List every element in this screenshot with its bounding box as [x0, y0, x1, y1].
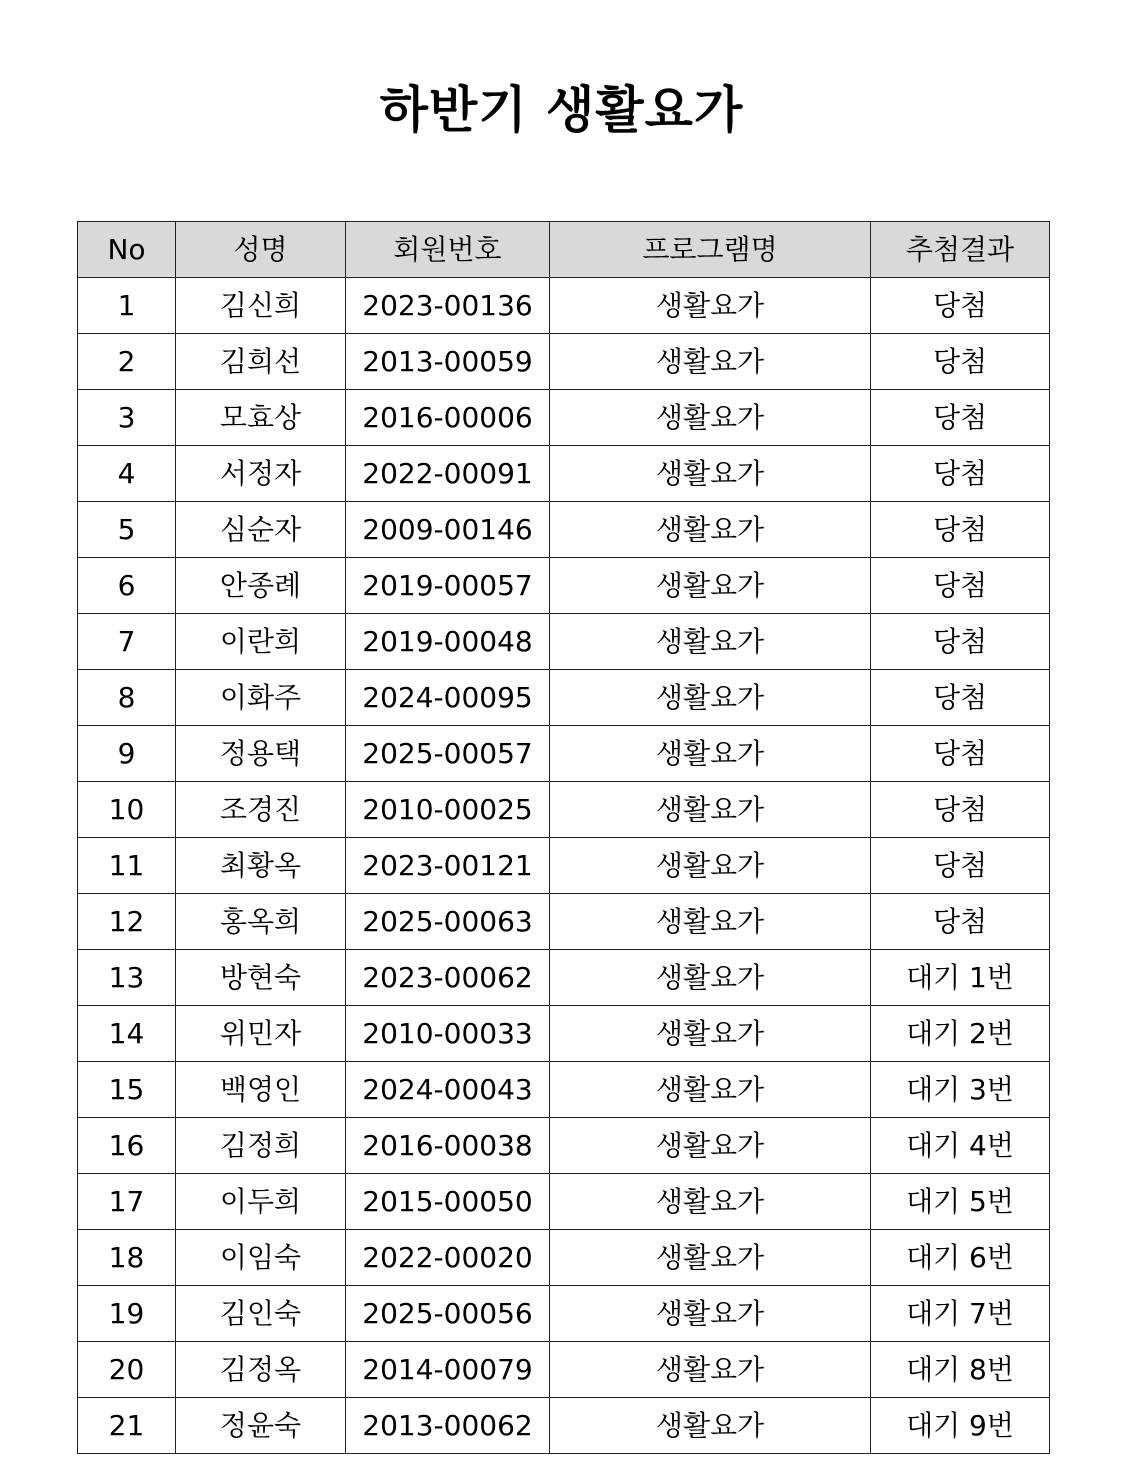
cell-program: 생활요가: [550, 1118, 871, 1174]
cell-member-id: 2023-00062: [346, 950, 550, 1006]
cell-no: 17: [78, 1174, 176, 1230]
cell-member-id: 2024-00095: [346, 670, 550, 726]
cell-member-id: 2009-00146: [346, 502, 550, 558]
cell-name: 김신희: [176, 278, 346, 334]
cell-program: 생활요가: [550, 334, 871, 390]
cell-result: 당첨: [871, 558, 1050, 614]
column-header-program: 프로그램명: [550, 222, 871, 278]
table-body: [78, 278, 1050, 1454]
table-row: [78, 1286, 1050, 1342]
cell-member-id: 2019-00057: [346, 558, 550, 614]
cell-result: 대기 7번: [871, 1286, 1050, 1342]
cell-program: 생활요가: [550, 1174, 871, 1230]
cell-member-id: 2019-00048: [346, 614, 550, 670]
cell-no: 2: [78, 334, 176, 390]
cell-program: 생활요가: [550, 558, 871, 614]
cell-result: 대기 5번: [871, 1174, 1050, 1230]
cell-member-id: 2024-00043: [346, 1062, 550, 1118]
cell-name: 방현숙: [176, 950, 346, 1006]
cell-no: 4: [78, 446, 176, 502]
cell-program: 생활요가: [550, 1342, 871, 1398]
column-header-result: 추첨결과: [871, 222, 1050, 278]
cell-program: 생활요가: [550, 502, 871, 558]
cell-name: 김희선: [176, 334, 346, 390]
column-header-no: No: [78, 222, 176, 278]
table-row: [78, 390, 1050, 446]
cell-no: 3: [78, 390, 176, 446]
cell-no: 9: [78, 726, 176, 782]
cell-program: 생활요가: [550, 614, 871, 670]
cell-member-id: 2025-00056: [346, 1286, 550, 1342]
cell-result: 대기 8번: [871, 1342, 1050, 1398]
cell-program: 생활요가: [550, 1006, 871, 1062]
cell-result: 당첨: [871, 838, 1050, 894]
table-row: [78, 1174, 1050, 1230]
cell-name: 조경진: [176, 782, 346, 838]
cell-member-id: 2016-00038: [346, 1118, 550, 1174]
cell-member-id: 2010-00033: [346, 1006, 550, 1062]
cell-name: 안종례: [176, 558, 346, 614]
cell-program: 생활요가: [550, 1230, 871, 1286]
cell-result: 대기 1번: [871, 950, 1050, 1006]
cell-name: 서정자: [176, 446, 346, 502]
cell-no: 1: [78, 278, 176, 334]
cell-no: 5: [78, 502, 176, 558]
table-header: [78, 222, 1050, 278]
column-header-member-id: 회원번호: [346, 222, 550, 278]
cell-name: 이란희: [176, 614, 346, 670]
cell-program: 생활요가: [550, 1286, 871, 1342]
cell-name: 최황옥: [176, 838, 346, 894]
cell-member-id: 2010-00025: [346, 782, 550, 838]
cell-program: 생활요가: [550, 1398, 871, 1454]
cell-member-id: 2013-00062: [346, 1398, 550, 1454]
cell-member-id: 2023-00136: [346, 278, 550, 334]
cell-name: 이두희: [176, 1174, 346, 1230]
table-row: [78, 1230, 1050, 1286]
cell-program: 생활요가: [550, 726, 871, 782]
cell-member-id: 2016-00006: [346, 390, 550, 446]
cell-result: 당첨: [871, 278, 1050, 334]
cell-no: 15: [78, 1062, 176, 1118]
table-row: [78, 1062, 1050, 1118]
cell-name: 이화주: [176, 670, 346, 726]
cell-result: 당첨: [871, 390, 1050, 446]
cell-result: 당첨: [871, 894, 1050, 950]
cell-no: 16: [78, 1118, 176, 1174]
cell-result: 대기 3번: [871, 1062, 1050, 1118]
table-row: [78, 838, 1050, 894]
cell-program: 생활요가: [550, 390, 871, 446]
cell-no: 18: [78, 1230, 176, 1286]
cell-name: 김인숙: [176, 1286, 346, 1342]
cell-result: 대기 2번: [871, 1006, 1050, 1062]
table-row: [78, 726, 1050, 782]
cell-no: 11: [78, 838, 176, 894]
cell-program: 생활요가: [550, 446, 871, 502]
cell-result: 당첨: [871, 726, 1050, 782]
table-row: [78, 1342, 1050, 1398]
table-row: [78, 670, 1050, 726]
cell-result: 대기 6번: [871, 1230, 1050, 1286]
table-row: [78, 502, 1050, 558]
cell-name: 모효상: [176, 390, 346, 446]
page-title: 하반기 생활요가: [379, 81, 744, 139]
cell-member-id: 2015-00050: [346, 1174, 550, 1230]
cell-result: 당첨: [871, 782, 1050, 838]
cell-result: 당첨: [871, 446, 1050, 502]
cell-member-id: 2023-00121: [346, 838, 550, 894]
cell-result: 당첨: [871, 670, 1050, 726]
table-row: [78, 1118, 1050, 1174]
cell-no: 13: [78, 950, 176, 1006]
table-row: [78, 1398, 1050, 1454]
cell-name: 이임숙: [176, 1230, 346, 1286]
cell-no: 10: [78, 782, 176, 838]
table-row: [78, 614, 1050, 670]
cell-program: 생활요가: [550, 782, 871, 838]
cell-name: 김정희: [176, 1118, 346, 1174]
cell-program: 생활요가: [550, 838, 871, 894]
cell-member-id: 2014-00079: [346, 1342, 550, 1398]
cell-no: 12: [78, 894, 176, 950]
cell-name: 위민자: [176, 1006, 346, 1062]
cell-result: 당첨: [871, 614, 1050, 670]
cell-no: 7: [78, 614, 176, 670]
cell-result: 당첨: [871, 502, 1050, 558]
cell-no: 6: [78, 558, 176, 614]
cell-program: 생활요가: [550, 950, 871, 1006]
cell-no: 20: [78, 1342, 176, 1398]
table-row: [78, 278, 1050, 334]
table-row: [78, 446, 1050, 502]
table-row: [78, 334, 1050, 390]
cell-result: 대기 9번: [871, 1398, 1050, 1454]
cell-result: 대기 4번: [871, 1118, 1050, 1174]
table-row: [78, 950, 1050, 1006]
cell-program: 생활요가: [550, 1062, 871, 1118]
cell-name: 백영인: [176, 1062, 346, 1118]
cell-member-id: 2022-00020: [346, 1230, 550, 1286]
cell-member-id: 2025-00057: [346, 726, 550, 782]
cell-program: 생활요가: [550, 670, 871, 726]
column-header-name: 성명: [176, 222, 346, 278]
cell-name: 홍옥희: [176, 894, 346, 950]
cell-name: 심순자: [176, 502, 346, 558]
cell-member-id: 2025-00063: [346, 894, 550, 950]
table-row: [78, 894, 1050, 950]
table-header-row: [78, 222, 1050, 278]
cell-name: 정윤숙: [176, 1398, 346, 1454]
cell-result: 당첨: [871, 334, 1050, 390]
cell-no: 14: [78, 1006, 176, 1062]
cell-program: 생활요가: [550, 894, 871, 950]
cell-program: 생활요가: [550, 278, 871, 334]
cell-member-id: 2013-00059: [346, 334, 550, 390]
table-row: [78, 558, 1050, 614]
cell-member-id: 2022-00091: [346, 446, 550, 502]
table-row: [78, 782, 1050, 838]
lottery-result-table: [77, 221, 1050, 1454]
table-row: [78, 1006, 1050, 1062]
cell-no: 19: [78, 1286, 176, 1342]
cell-no: 8: [78, 670, 176, 726]
cell-no: 21: [78, 1398, 176, 1454]
cell-name: 정용택: [176, 726, 346, 782]
cell-name: 김정옥: [176, 1342, 346, 1398]
